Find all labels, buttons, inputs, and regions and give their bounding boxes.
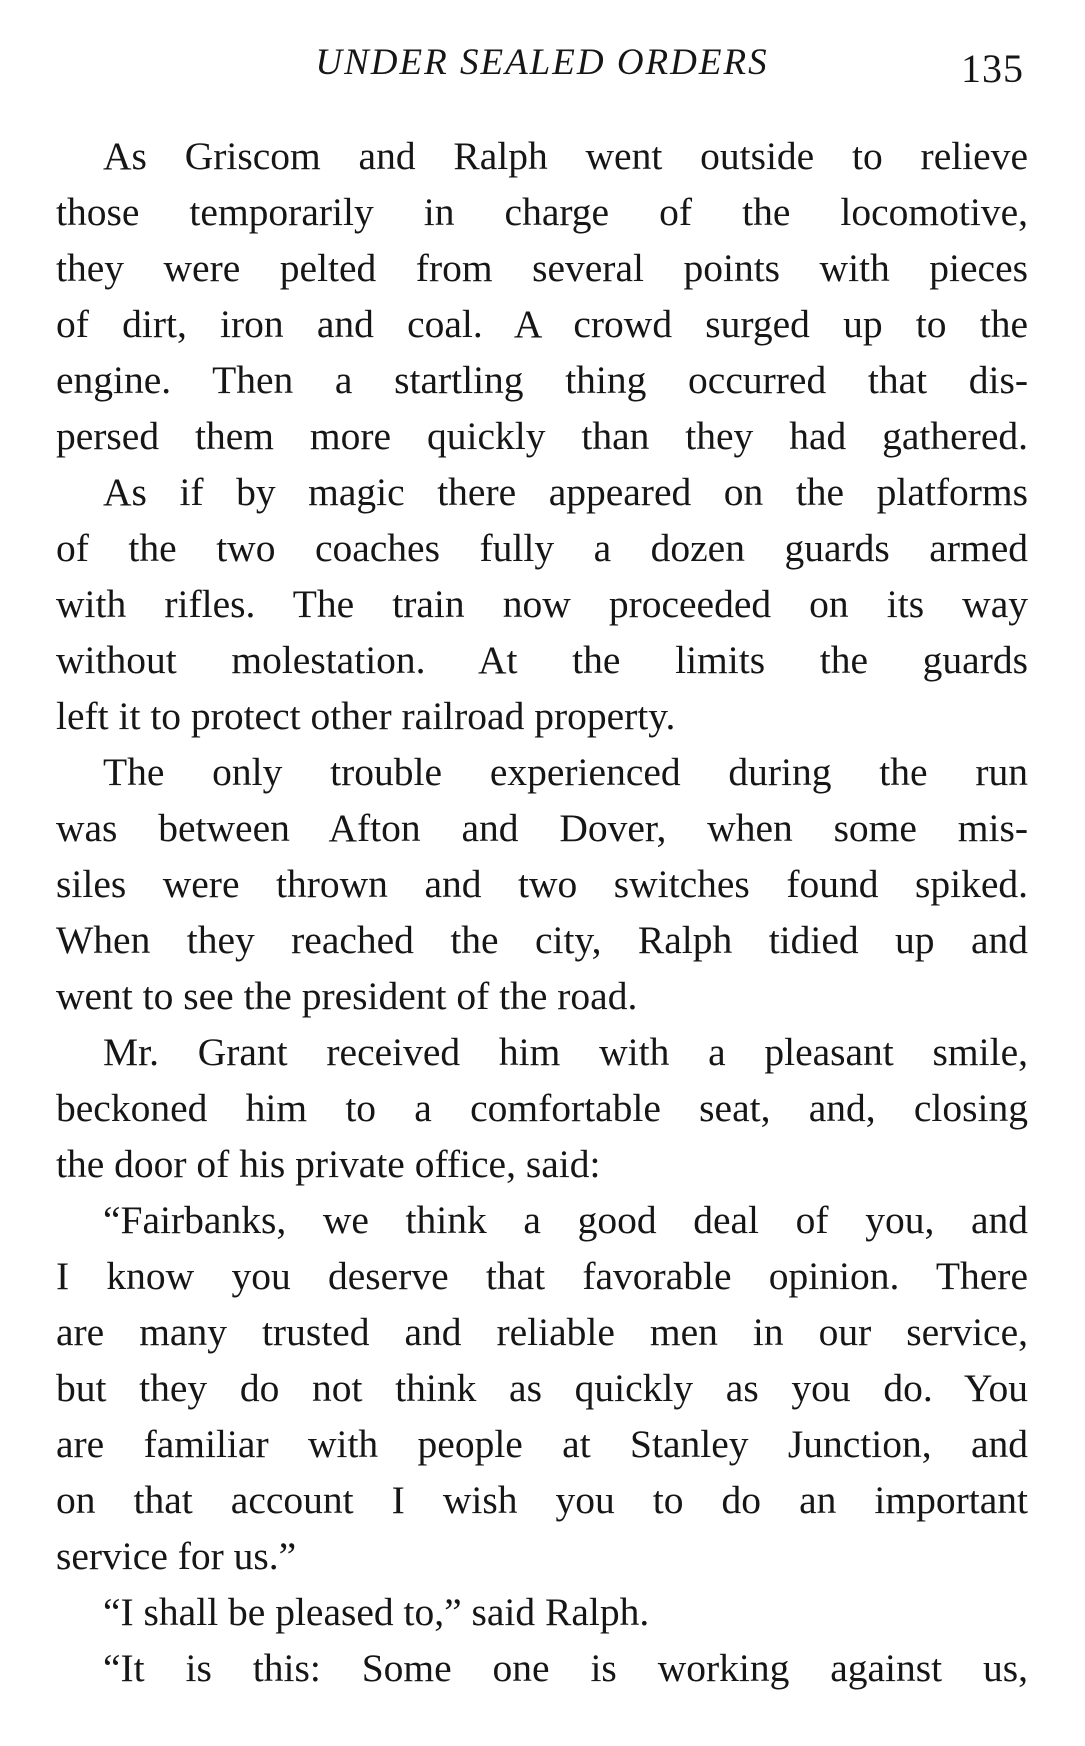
text-line: are many trusted and reliable men in our service,: [56, 1310, 1028, 1354]
text-line: beckoned him to a comfortable seat, and, closing: [56, 1086, 1028, 1130]
running-title: UNDER SEALED ORDERS: [315, 42, 769, 83]
text-line: As if by magic there appeared on the platforms: [103, 470, 1028, 514]
text-line: I know you deserve that favorable opinion. There: [56, 1254, 1028, 1298]
text-line: without molestation. At the limits the guards: [56, 638, 1028, 682]
text-line: with rifles. The train now proceeded on its way: [56, 582, 1028, 626]
text-line: “I shall be pleased to,” said Ralph.: [103, 1590, 650, 1634]
running-head: [56, 38, 1028, 91]
text-line: of the two coaches fully a dozen guards armed: [56, 526, 1028, 570]
text-line: “It is this: Some one is working against us,: [103, 1646, 1028, 1690]
text-line: was between Afton and Dover, when some mis-: [56, 806, 1028, 850]
text-line: Mr. Grant received him with a pleasant smile,: [103, 1030, 1028, 1074]
text-line: went to see the president of the road.: [56, 974, 638, 1018]
text-line: they were pelted from several points with pieces: [56, 246, 1028, 290]
text-line: When they reached the city, Ralph tidied up and: [56, 918, 1028, 962]
text-line: those temporarily in charge of the locomotive,: [56, 190, 1028, 234]
text-line: left it to protect other railroad property.: [56, 694, 676, 738]
text-line: are familiar with people at Stanley Junction, and: [56, 1422, 1028, 1466]
text-line: As Griscom and Ralph went outside to relieve: [103, 134, 1028, 178]
text-line: but they do not think as quickly as you do. You: [56, 1366, 1028, 1410]
page-number: 135: [961, 46, 1024, 91]
text-line: engine. Then a startling thing occurred that dis-: [56, 358, 1028, 402]
text-line: service for us.”: [56, 1534, 297, 1578]
text-line: on that account I wish you to do an important: [56, 1478, 1028, 1522]
text-line: “Fairbanks, we think a good deal of you, and: [103, 1198, 1028, 1242]
text-line: siles were thrown and two switches found spiked.: [56, 862, 1028, 906]
text-line: The only trouble experienced during the run: [103, 750, 1028, 794]
body-text: [56, 128, 1028, 1696]
text-line: persed them more quickly than they had gathered.: [56, 414, 1028, 458]
text-line: of dirt, iron and coal. A crowd surged up to the: [56, 302, 1028, 346]
text-line: the door of his private office, said:: [56, 1142, 601, 1186]
